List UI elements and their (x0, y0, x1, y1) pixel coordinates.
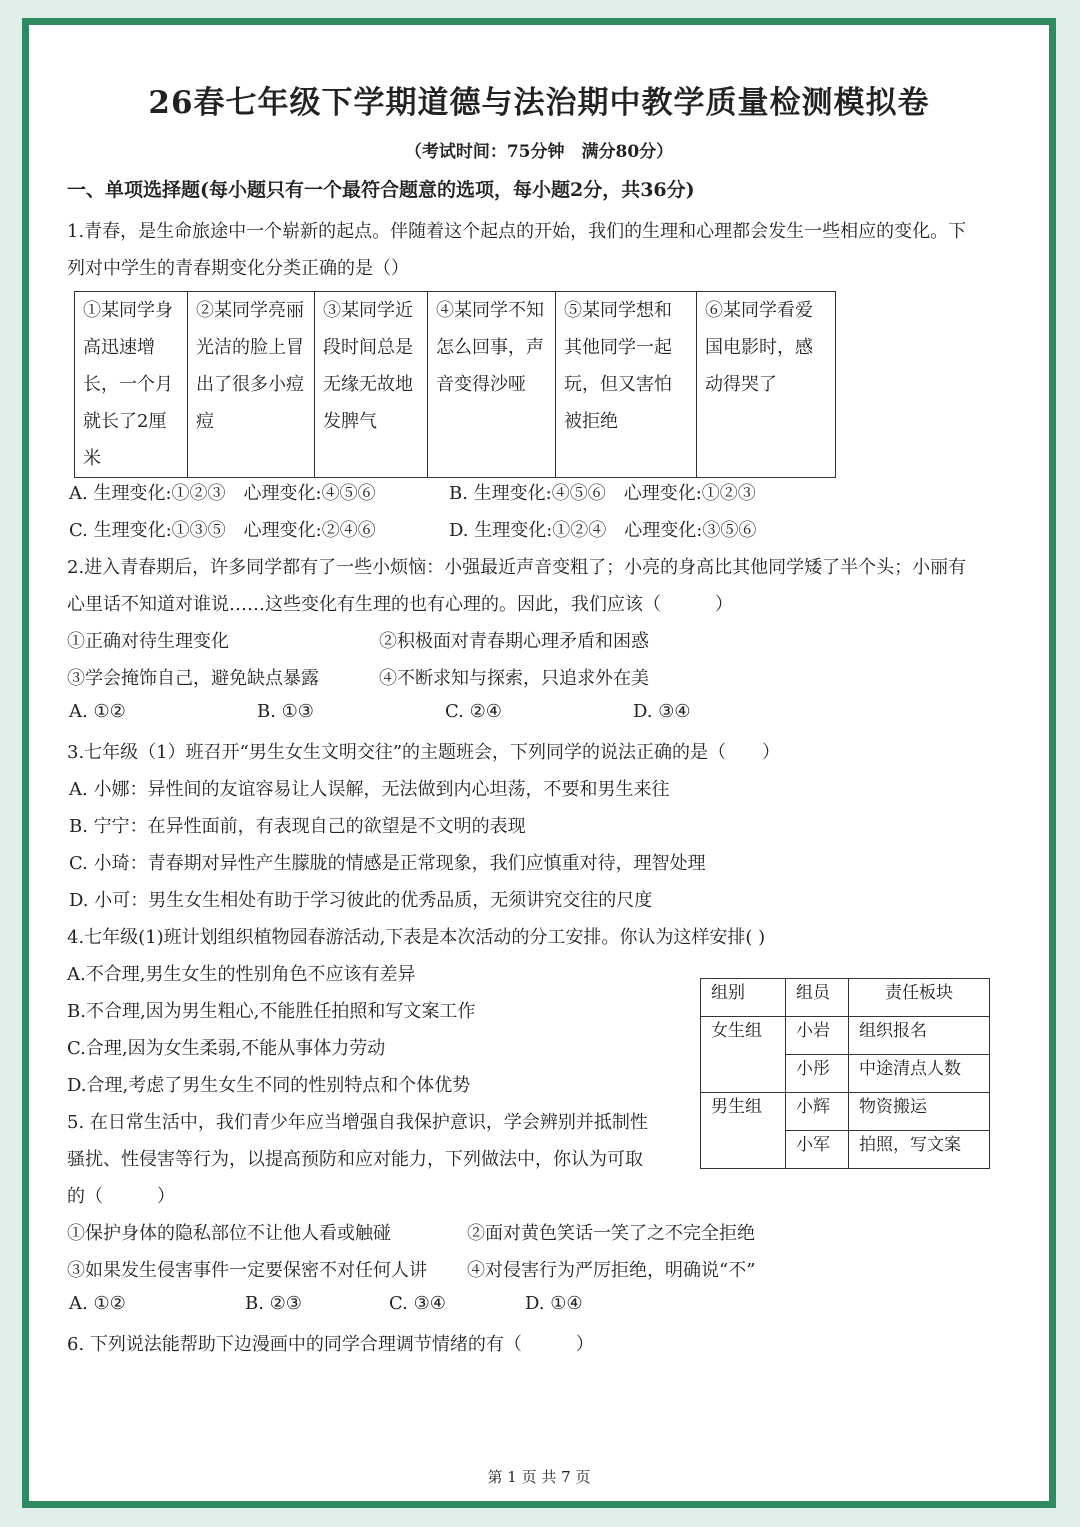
q4-duty-table (700, 978, 990, 1169)
q3-option-b: B. 宁宁：在异性面前，有表现自己的欲望是不文明的表现 (69, 816, 526, 837)
q5-item: ④对侵害行为严厉拒绝，明确说“不” (467, 1260, 756, 1281)
q4-option-c: C.合理,因为女生柔弱,不能从事体力劳动 (67, 1038, 386, 1059)
q2-option-c: C. ②④ (445, 701, 502, 722)
q4-option-b: B.不合理,因为男生粗心,不能胜任拍照和写文案工作 (67, 1001, 476, 1022)
q1-option-d: D. 生理变化:①②④ 心理变化:③⑤⑥ (449, 520, 757, 541)
q1-option-c: C. 生理变化:①③⑤ 心理变化:②④⑥ (69, 520, 376, 541)
q5-stem-line2: 骚扰、性侵害等行为，以提高预防和应对能力，下列做法中，你认为可取 (67, 1149, 643, 1170)
q1-cell: ②某同学亮丽光洁的脸上冒出了很多小痘痘 (188, 292, 315, 478)
q1-cell: ④某同学不知怎么回事，声音变得沙哑 (428, 292, 556, 478)
q1-cell: ⑥某同学看爱国电影时，感动得哭了 (697, 292, 836, 478)
section-heading: 一、单项选择题(每小题只有一个最符合题意的选项，每小题2分，共36分) (67, 179, 695, 201)
q5-option-d: D. ①④ (525, 1293, 583, 1314)
table-header: 组别 (701, 979, 786, 1017)
duty-cell: 物资搬运 (849, 1093, 990, 1131)
table-header: 责任板块 (849, 979, 990, 1017)
member-cell: 小辉 (786, 1093, 849, 1131)
table-header: 组员 (786, 979, 849, 1017)
q6-stem: 6. 下列说法能帮助下边漫画中的同学合理调节情绪的有（ ） (67, 1334, 594, 1355)
q1-cell: ⑤某同学想和其他同学一起玩，但又害怕被拒绝 (556, 292, 697, 478)
q5-item: ②面对黄色笑话一笑了之不完全拒绝 (467, 1223, 755, 1244)
q5-item: ③如果发生侵害事件一定要保密不对任何人讲 (67, 1260, 427, 1281)
exam-info: （考试时间：75分钟 满分80分） (404, 142, 674, 162)
q4-option-a: A.不合理,男生女生的性别角色不应该有差异 (67, 964, 416, 985)
page-title: 26春七年级下学期道德与法治期中教学质量检测模拟卷 (148, 85, 930, 121)
q5-option-a: A. ①② (69, 1293, 126, 1314)
exam-page (29, 25, 1049, 1501)
q2-item: ④不断求知与探索，只追求外在美 (379, 668, 649, 689)
q1-stem-line2: 列对中学生的青春期变化分类正确的是（） (67, 258, 409, 279)
q2-stem-line1: 2.进入青春期后，许多同学都有了一些小烦恼：小强最近声音变粗了；小亮的身高比其他同学矮了半个头；小丽有 (67, 557, 967, 578)
q2-option-a: A. ①② (69, 701, 126, 722)
q5-option-c: C. ③④ (389, 1293, 446, 1314)
member-cell: 小岩 (786, 1017, 849, 1055)
q2-item: ③学会掩饰自己，避免缺点暴露 (67, 668, 319, 689)
duty-cell: 组织报名 (849, 1017, 990, 1055)
q4-stem: 4.七年级(1)班计划组织植物园春游活动,下表是本次活动的分工安排。你认为这样安排( ) (67, 927, 766, 948)
q2-item: ②积极面对青春期心理矛盾和困惑 (379, 631, 649, 652)
group-cell: 女生组 (701, 1017, 786, 1093)
q4-option-d: D.合理,考虑了男生女生不同的性别特点和个体优势 (67, 1075, 471, 1096)
q3-stem: 3.七年级（1）班召开“男生女生文明交往”的主题班会，下列同学的说法正确的是（ ） (67, 742, 781, 763)
member-cell: 小军 (786, 1131, 849, 1169)
q1-option-b: B. 生理变化:④⑤⑥ 心理变化:①②③ (449, 483, 756, 504)
q2-stem-line2: 心里话不知道对谁说……这些变化有生理的也有心理的。因此，我们应该（ ） (67, 594, 733, 615)
q5-option-b: B. ②③ (245, 1293, 302, 1314)
q1-cell: ③某同学近段时间总是无缘无故地发脾气 (315, 292, 428, 478)
page-frame (22, 18, 1056, 1508)
q2-option-b: B. ①③ (257, 701, 314, 722)
q1-cell: ①某同学身高迅速增长，一个月就长了2厘米 (75, 292, 188, 478)
q3-option-a: A. 小娜：异性间的友谊容易让人误解，无法做到内心坦荡，不要和男生来往 (69, 779, 670, 800)
q3-option-c: C. 小琦：青春期对异性产生朦胧的情感是正常现象，我们应慎重对待，理智处理 (69, 853, 706, 874)
member-cell: 小彤 (786, 1055, 849, 1093)
q1-option-a: A. 生理变化:①②③ 心理变化:④⑤⑥ (69, 483, 376, 504)
group-cell: 男生组 (701, 1093, 786, 1169)
q5-stem-line1: 5. 在日常生活中，我们青少年应当增强自我保护意识，学会辨别并抵制性 (67, 1112, 648, 1133)
q3-option-d: D. 小可：男生女生相处有助于学习彼此的优秀品质，无须讲究交往的尺度 (69, 890, 653, 911)
q1-stem-line1: 1.青春，是生命旅途中一个崭新的起点。伴随着这个起点的开始，我们的生理和心理都会发生一些相应的变化。下 (67, 221, 967, 242)
q5-stem-line3: 的（ ） (67, 1186, 175, 1207)
q1-change-table (74, 291, 836, 478)
q2-option-d: D. ③④ (633, 701, 691, 722)
duty-cell: 中途清点人数 (849, 1055, 990, 1093)
q5-item: ①保护身体的隐私部位不让他人看或触碰 (67, 1223, 391, 1244)
duty-cell: 拍照，写文案 (849, 1131, 990, 1169)
q2-item: ①正确对待生理变化 (67, 631, 229, 652)
page-footer: 第 1 页 共 7 页 (487, 1468, 591, 1486)
